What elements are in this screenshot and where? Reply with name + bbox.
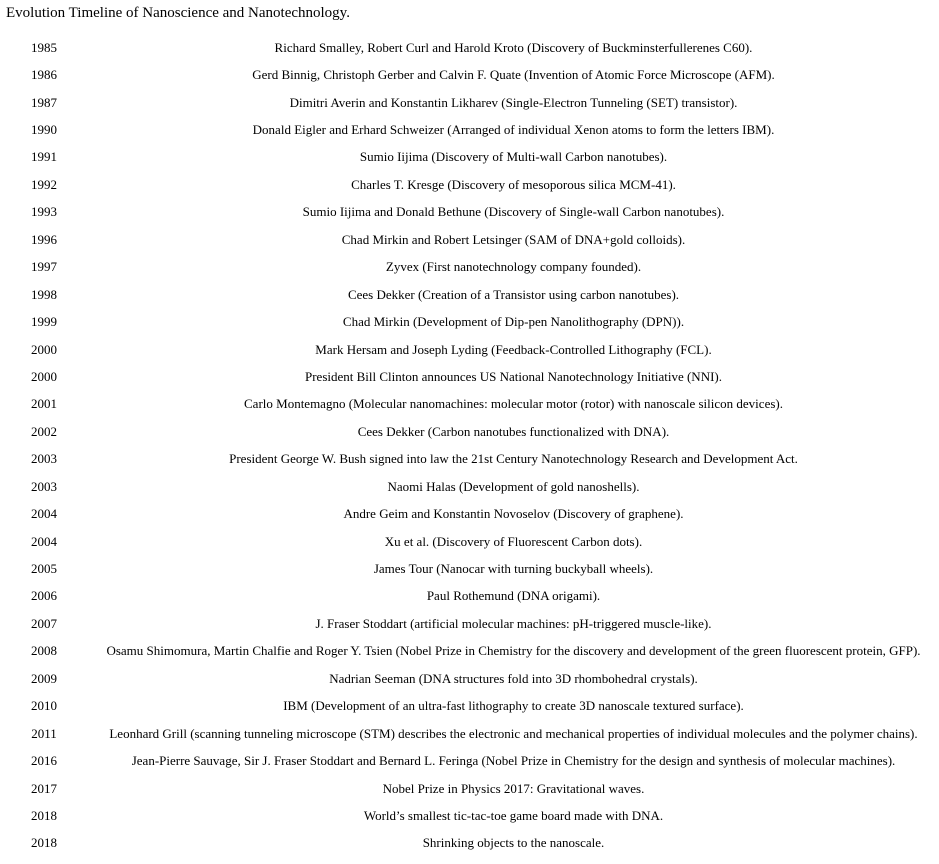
table-row (0, 638, 939, 665)
year-cell: 1998 (31, 286, 57, 302)
year-cell: 1985 (31, 39, 57, 55)
table-row (0, 747, 939, 774)
year-cell: 1986 (31, 67, 57, 83)
table-row (0, 199, 939, 226)
table-row (0, 308, 939, 335)
table-row (0, 610, 939, 637)
year-cell: 1999 (31, 314, 57, 330)
year-cell: 1987 (31, 94, 57, 110)
event-cell: Dimitri Averin and Konstantin Likharev (Single-Electron Tunneling (SET) transistor). (289, 94, 738, 110)
event-cell: Osamu Shimomura, Martin Chalfie and Roger Y. Tsien (Nobel Prize in Chemistry for the discovery and development of the green fluorescent protein, GFP). (106, 643, 921, 659)
year-cell: 1993 (31, 204, 57, 220)
event-cell: James Tour (Nanocar with turning buckyball wheels). (373, 561, 654, 577)
year-cell: 2008 (31, 643, 57, 659)
year-cell: 1990 (31, 122, 57, 138)
year-cell: 1992 (31, 176, 57, 192)
event-cell: Shrinking objects to the nanoscale. (422, 835, 605, 851)
table-row (0, 418, 939, 445)
timeline-body (0, 34, 939, 857)
table-row (0, 254, 939, 281)
table-row (0, 116, 939, 143)
year-cell: 2003 (31, 478, 57, 494)
table-row (0, 171, 939, 198)
table-caption: Evolution Timeline of Nanoscience and Nanotechnology. (6, 5, 350, 21)
year-cell: 2001 (31, 396, 57, 412)
event-cell: World’s smallest tic-tac-toe game board made with DNA. (363, 807, 664, 823)
event-cell: Zyvex (First nanotechnology company founded). (385, 259, 642, 275)
table-row (0, 144, 939, 171)
event-cell: Mark Hersam and Joseph Lyding (Feedback-Controlled Lithography (FCL). (315, 341, 712, 357)
year-cell: 2018 (31, 835, 57, 851)
event-cell: Carlo Montemagno (Molecular nanomachines: molecular motor (rotor) with nanoscale silicon devices). (244, 396, 783, 412)
table-row (0, 830, 939, 857)
table-row (0, 446, 939, 473)
table-row (0, 34, 939, 61)
table-row (0, 775, 939, 802)
year-cell: 2018 (31, 807, 57, 823)
event-cell: Xu et al. (Discovery of Fluorescent Carbon dots). (384, 533, 643, 549)
table-row (0, 583, 939, 610)
year-cell: 2010 (31, 698, 57, 714)
table-row (0, 720, 939, 747)
table-row (0, 473, 939, 500)
year-cell: 2004 (31, 506, 57, 522)
year-cell: 2016 (31, 753, 57, 769)
event-cell: Gerd Binnig, Christoph Gerber and Calvin F. Quate (Invention of Atomic Force Microscope (AFM). (252, 67, 775, 83)
table-row (0, 802, 939, 829)
table-row (0, 363, 939, 390)
event-cell: Jean-Pierre Sauvage, Sir J. Fraser Stoddart and Bernard L. Feringa (Nobel Prize in Chemistry for the design and synthesis of molecular machines). (131, 753, 896, 769)
event-cell: Cees Dekker (Creation of a Transistor using carbon nanotubes). (347, 286, 680, 302)
table-row (0, 89, 939, 116)
event-cell: Sumio Iijima and Donald Bethune (Discovery of Single-wall Carbon nanotubes). (302, 204, 725, 220)
year-cell: 2000 (31, 368, 57, 384)
table-row (0, 555, 939, 582)
event-cell: Chad Mirkin and Robert Letsinger (SAM of DNA+gold colloids). (341, 231, 686, 247)
event-cell: Andre Geim and Konstantin Novoselov (Discovery of graphene). (343, 506, 684, 522)
year-cell: 2002 (31, 423, 57, 439)
year-cell: 2005 (31, 561, 57, 577)
year-cell: 2011 (31, 725, 57, 741)
year-cell: 2007 (31, 615, 57, 631)
event-cell: Paul Rothemund (DNA origami). (426, 588, 601, 604)
event-cell: J. Fraser Stoddart (artificial molecular machines: pH-triggered muscle-like). (315, 615, 712, 631)
year-cell: 2000 (31, 341, 57, 357)
table-row (0, 336, 939, 363)
event-cell: Chad Mirkin (Development of Dip-pen Nanolithography (DPN)). (342, 314, 685, 330)
event-cell: Nadrian Seeman (DNA structures fold into 3D rhombohedral crystals). (329, 670, 698, 686)
event-cell: Naomi Halas (Development of gold nanoshells). (387, 478, 640, 494)
year-cell: 2009 (31, 670, 57, 686)
event-cell: Leonhard Grill (scanning tunneling microscope (STM) describes the electronic and mechanical properties of individual molecules and the polymer chains). (109, 725, 918, 741)
event-cell: President George W. Bush signed into law the 21st Century Nanotechnology Research and Development Act. (229, 451, 798, 467)
year-cell: 2017 (31, 780, 57, 796)
event-cell: President Bill Clinton announces US National Nanotechnology Initiative (NNI). (304, 368, 722, 384)
timeline-table (0, 34, 939, 857)
event-cell: Cees Dekker (Carbon nanotubes functionalized with DNA). (357, 423, 670, 439)
event-cell: Nobel Prize in Physics 2017: Gravitational waves. (382, 780, 645, 796)
year-cell: 1997 (31, 259, 57, 275)
table-row (0, 528, 939, 555)
table-row (0, 693, 939, 720)
year-cell: 1996 (31, 231, 57, 247)
table-row (0, 500, 939, 527)
event-cell: Sumio Iijima (Discovery of Multi-wall Carbon nanotubes). (359, 149, 668, 165)
table-row (0, 281, 939, 308)
year-cell: 1991 (31, 149, 57, 165)
event-cell: IBM (Development of an ultra-fast lithography to create 3D nanoscale textured surface). (283, 698, 744, 714)
event-cell: Donald Eigler and Erhard Schweizer (Arranged of individual Xenon atoms to form the letters IBM). (252, 122, 775, 138)
event-cell: Richard Smalley, Robert Curl and Harold Kroto (Discovery of Buckminsterfullerenes C60). (274, 39, 753, 55)
table-row (0, 226, 939, 253)
year-cell: 2006 (31, 588, 57, 604)
year-cell: 2003 (31, 451, 57, 467)
table-row (0, 61, 939, 88)
event-cell: Charles T. Kresge (Discovery of mesoporous silica MCM-41). (351, 176, 676, 192)
table-row (0, 665, 939, 692)
year-cell: 2004 (31, 533, 57, 549)
table-row (0, 391, 939, 418)
